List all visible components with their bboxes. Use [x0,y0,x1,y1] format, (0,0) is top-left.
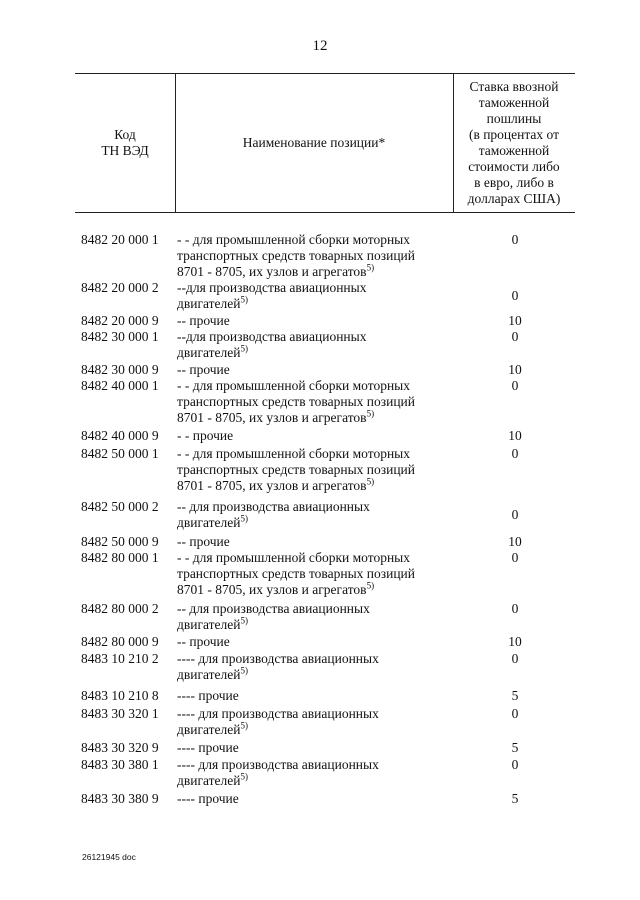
header-rate-line: в евро, либо в [474,175,554,190]
duty-rate: 0 [511,757,519,772]
table-row [0,688,640,704]
tariff-code: 8482 30 000 9 [81,362,159,377]
position-name-line [177,248,452,264]
footnote-mark: 5) [240,343,248,354]
position-name-line [177,345,452,361]
position-name [177,499,452,531]
table-row [0,499,640,531]
position-name-line [177,740,452,756]
tariff-code: 8483 30 380 9 [81,791,159,806]
position-name-text: двигателей [177,296,241,311]
position-name-line [177,601,452,617]
position-name [177,232,452,280]
position-name-text: ---- для производства авиационных [177,651,379,666]
position-name-text: ---- прочие [177,791,239,806]
duty-rate: 0 [511,651,519,666]
position-name [177,280,452,312]
position-name [177,740,452,756]
duty-rate: 0 [511,378,519,393]
position-name-text: транспортных средств товарных позиций [177,566,415,581]
tariff-code: 8482 30 000 1 [81,329,159,344]
header-name-cell [175,74,453,212]
position-name-line [177,378,452,394]
tariff-code: 8482 50 000 9 [81,534,159,549]
duty-rate: 0 [511,288,519,303]
position-name-line [177,566,452,582]
position-name-line [177,706,452,722]
position-name-line [177,313,452,329]
tariff-code: 8482 50 000 2 [81,499,159,514]
position-name-text: транспортных средств товарных позиций [177,248,415,263]
header-rate-line: стоимости либо [468,159,560,174]
position-name-line [177,280,452,296]
position-name-text: - - прочие [177,428,234,443]
footnote-mark: 5) [366,262,375,273]
position-name-line [177,722,452,738]
position-name [177,601,452,633]
position-name-text: транспортных средств товарных позиций [177,394,415,409]
footnote-mark: 5) [366,580,375,591]
header-rate-line: долларах США) [467,191,561,206]
position-name-line [177,688,452,704]
position-name [177,757,452,789]
footnote-mark: 5) [366,408,375,419]
position-name [177,362,452,378]
duty-rate: 5 [511,688,519,703]
position-name-text: - - для промышленной сборки моторных [177,550,411,565]
position-name-line [177,394,452,410]
footnote-mark: 5) [366,476,375,487]
duty-rate: 0 [511,550,519,565]
header-rate-line: таможенной [478,95,550,110]
position-name-text: двигателей [177,722,241,737]
position-name-line [177,667,452,683]
duty-rate: 0 [511,232,519,247]
position-name [177,706,452,738]
table-row [0,791,640,807]
position-name-line [177,446,452,462]
header-code-line: Код [114,127,136,142]
position-name-text: 8701 - 8705, их узлов и агрегатов [177,478,367,493]
tariff-code: 8483 30 320 1 [81,706,159,721]
position-name [177,634,452,650]
table-row [0,232,640,280]
position-name-text: 8701 - 8705, их узлов и агрегатов [177,264,367,279]
duty-rate: 0 [511,601,519,616]
duty-rate: 0 [511,446,519,461]
footnote-mark: 5) [240,615,248,626]
position-name-text: двигателей [177,345,241,360]
position-name-line [177,550,452,566]
position-name [177,446,452,494]
tariff-code: 8482 80 000 9 [81,634,159,649]
position-name-line [177,296,452,312]
table-row [0,757,640,789]
position-name-text: -- прочие [177,534,230,549]
table-row [0,329,640,361]
position-name-line [177,264,452,280]
table-row [0,634,640,650]
position-name-line [177,515,452,531]
tariff-code: 8482 80 000 1 [81,550,159,565]
position-name-text: -- для производства авиационных [177,499,370,514]
position-name-text: -- прочие [177,634,230,649]
header-name-label: Наименование позиции* [242,135,386,150]
tariff-code: 8483 10 210 2 [81,651,159,666]
table-row [0,446,640,494]
table-row [0,313,640,329]
position-name-line [177,462,452,478]
duty-rate: 0 [511,706,519,721]
position-name-text: - - для промышленной сборки моторных [177,232,411,247]
position-name-line [177,791,452,807]
tariff-code: 8482 40 000 1 [81,378,159,393]
duty-rate: 0 [511,329,519,344]
position-name-line [177,410,452,426]
position-name-text: транспортных средств товарных позиций [177,462,415,477]
table-row [0,651,640,683]
table-row [0,534,640,550]
duty-rate: 5 [511,791,519,806]
position-name [177,428,452,444]
tariff-code: 8482 20 000 2 [81,280,159,295]
duty-rate: 10 [508,534,522,549]
header-rate-line: таможенной [478,143,550,158]
position-name-text: ---- для производства авиационных [177,706,379,721]
position-name-text: --для производства авиационных [177,280,367,295]
position-name-text: - - для промышленной сборки моторных [177,446,411,461]
header-rate-cell [453,74,575,212]
position-name-line [177,757,452,773]
tariff-code: 8482 40 000 9 [81,428,159,443]
position-name-line [177,428,452,444]
header-rate-line: (в процентах от [468,127,560,142]
header-code-line: ТН ВЭД [101,143,149,158]
position-name [177,550,452,598]
duty-rate: 0 [511,507,519,522]
document-footer: 26121945 doc [82,852,136,862]
position-name-text: 8701 - 8705, их узлов и агрегатов [177,410,367,425]
tariff-code: 8482 50 000 1 [81,446,159,461]
position-name-text: двигателей [177,617,241,632]
header-code-cell [75,74,175,212]
position-name [177,329,452,361]
tariff-code: 8482 80 000 2 [81,601,159,616]
position-name-line [177,773,452,789]
footnote-mark: 5) [240,294,248,305]
position-name-text: двигателей [177,515,241,530]
position-name-line [177,582,452,598]
tariff-table-body [0,232,640,807]
position-name [177,791,452,807]
position-name-text: ---- для производства авиационных [177,757,379,772]
position-name-line [177,362,452,378]
position-name-line [177,651,452,667]
table-row [0,601,640,633]
duty-rate: 10 [508,362,522,377]
table-row [0,378,640,426]
position-name-text: двигателей [177,667,241,682]
position-name [177,313,452,329]
table-row [0,706,640,738]
position-name [177,651,452,683]
tariff-code: 8483 10 210 8 [81,688,159,703]
position-name-line [177,478,452,494]
duty-rate: 10 [508,428,522,443]
header-rate-line: Ставка ввозной [469,79,559,94]
position-name-text: ---- прочие [177,688,239,703]
position-name-text: 8701 - 8705, их узлов и агрегатов [177,582,367,597]
table-row [0,550,640,598]
tariff-code: 8482 20 000 9 [81,313,159,328]
position-name-text: --для производства авиационных [177,329,367,344]
position-name [177,534,452,550]
page-number: 12 [312,38,328,54]
table-row [0,428,640,444]
footnote-mark: 5) [240,771,248,782]
header-rate-line: пошлины [486,111,542,126]
footnote-mark: 5) [240,720,248,731]
position-name [177,378,452,426]
tariff-code: 8483 30 320 9 [81,740,159,755]
duty-rate: 5 [511,740,519,755]
footnote-mark: 5) [240,513,248,524]
table-row [0,280,640,312]
position-name-text: - - для промышленной сборки моторных [177,378,411,393]
duty-rate: 10 [508,313,522,328]
table-row [0,362,640,378]
position-name-line [177,232,452,248]
table-header [75,73,575,213]
position-name-line [177,534,452,550]
position-name-line [177,617,452,633]
footnote-mark: 5) [240,665,248,676]
position-name-line [177,499,452,515]
position-name-text: -- для производства авиационных [177,601,370,616]
position-name [177,688,452,704]
tariff-code: 8483 30 380 1 [81,757,159,772]
position-name-text: -- прочие [177,362,230,377]
position-name-text: двигателей [177,773,241,788]
duty-rate: 10 [508,634,522,649]
tariff-code: 8482 20 000 1 [81,232,159,247]
position-name-line [177,634,452,650]
position-name-text: ---- прочие [177,740,239,755]
position-name-text: -- прочие [177,313,230,328]
position-name-line [177,329,452,345]
table-row [0,740,640,756]
